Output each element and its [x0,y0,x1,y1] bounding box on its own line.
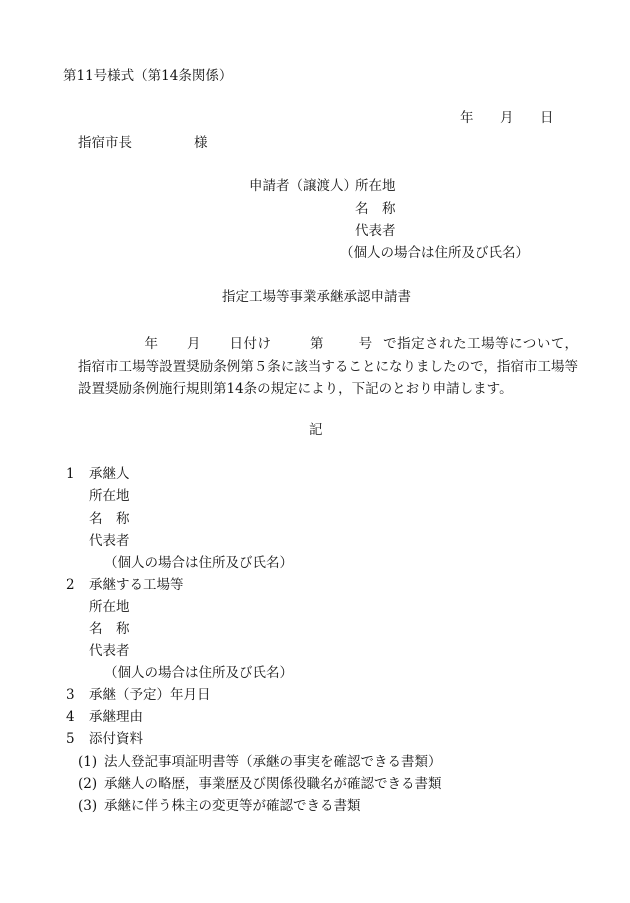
item-label: 承継理由 [89,709,143,725]
successor-address-label: 所在地 [89,488,130,504]
item-number: 1 [66,466,75,482]
date-day-label: 日 [540,110,554,126]
factory-address-label: 所在地 [89,599,130,615]
successor-note: （個人の場合は住所及び氏名） [104,555,293,571]
document-title: 指定工場等事業承継承認申請書 [222,289,411,305]
attachment-number: (2) [78,776,98,792]
body-paragraph [78,333,578,401]
applicant-name-label: 名 称 [355,201,396,217]
attachment-text: 法人登記事項証明書等（承継の事実を確認できる書類） [104,754,442,770]
body-dai: 第 [309,336,325,352]
date-year-label: 年 [460,110,474,126]
form-number: 第11号様式（第14条関係） [63,68,233,84]
factory-name-label: 名 称 [89,621,130,637]
body-year: 年 [144,336,159,352]
item-number: 3 [66,687,75,703]
attachment-text: 承継人の略歴，事業歴及び関係役職名が確認できる書類 [104,776,442,792]
applicant-note: （個人の場合は住所及び氏名） [340,245,529,261]
successor-name-label: 名 称 [89,511,130,527]
factory-note: （個人の場合は住所及び氏名） [104,665,293,681]
successor-representative-label: 代表者 [89,533,130,549]
applicant-address-label: 所在地 [355,178,396,194]
body-dated: 日付け [229,336,272,352]
item-label: 承継人 [89,466,130,482]
item-number: 5 [66,731,75,747]
item-number: 2 [66,577,75,593]
date-month-label: 月 [500,110,514,126]
item-label: 承継する工場等 [89,577,184,593]
body-month: 月 [186,336,202,352]
item-number: 4 [66,709,75,725]
factory-representative-label: 代表者 [89,643,130,659]
attachment-number: (1) [78,754,98,770]
item-label: 添付資料 [89,731,143,747]
body-go: 号 [358,336,373,352]
addressee-name: 指宿市長 [78,135,132,151]
item-label: 承継（予定）年月日 [89,687,211,703]
body-text: で指定された工場等について，指宿市工場等設置奨励条例第５条に該当することになりましたので，指宿市工場等設置奨励条例施行規則第14条の規定により，下記のとおり申請します。 [78,336,579,397]
addressee-honorific: 様 [194,135,208,151]
ki-label: 記 [309,422,323,438]
applicant-label: 申請者（譲渡人） [249,178,357,194]
attachment-number: (3) [78,798,98,814]
attachment-text: 承継に伴う株主の変更等が確認できる書類 [104,798,361,814]
applicant-representative-label: 代表者 [355,223,396,239]
